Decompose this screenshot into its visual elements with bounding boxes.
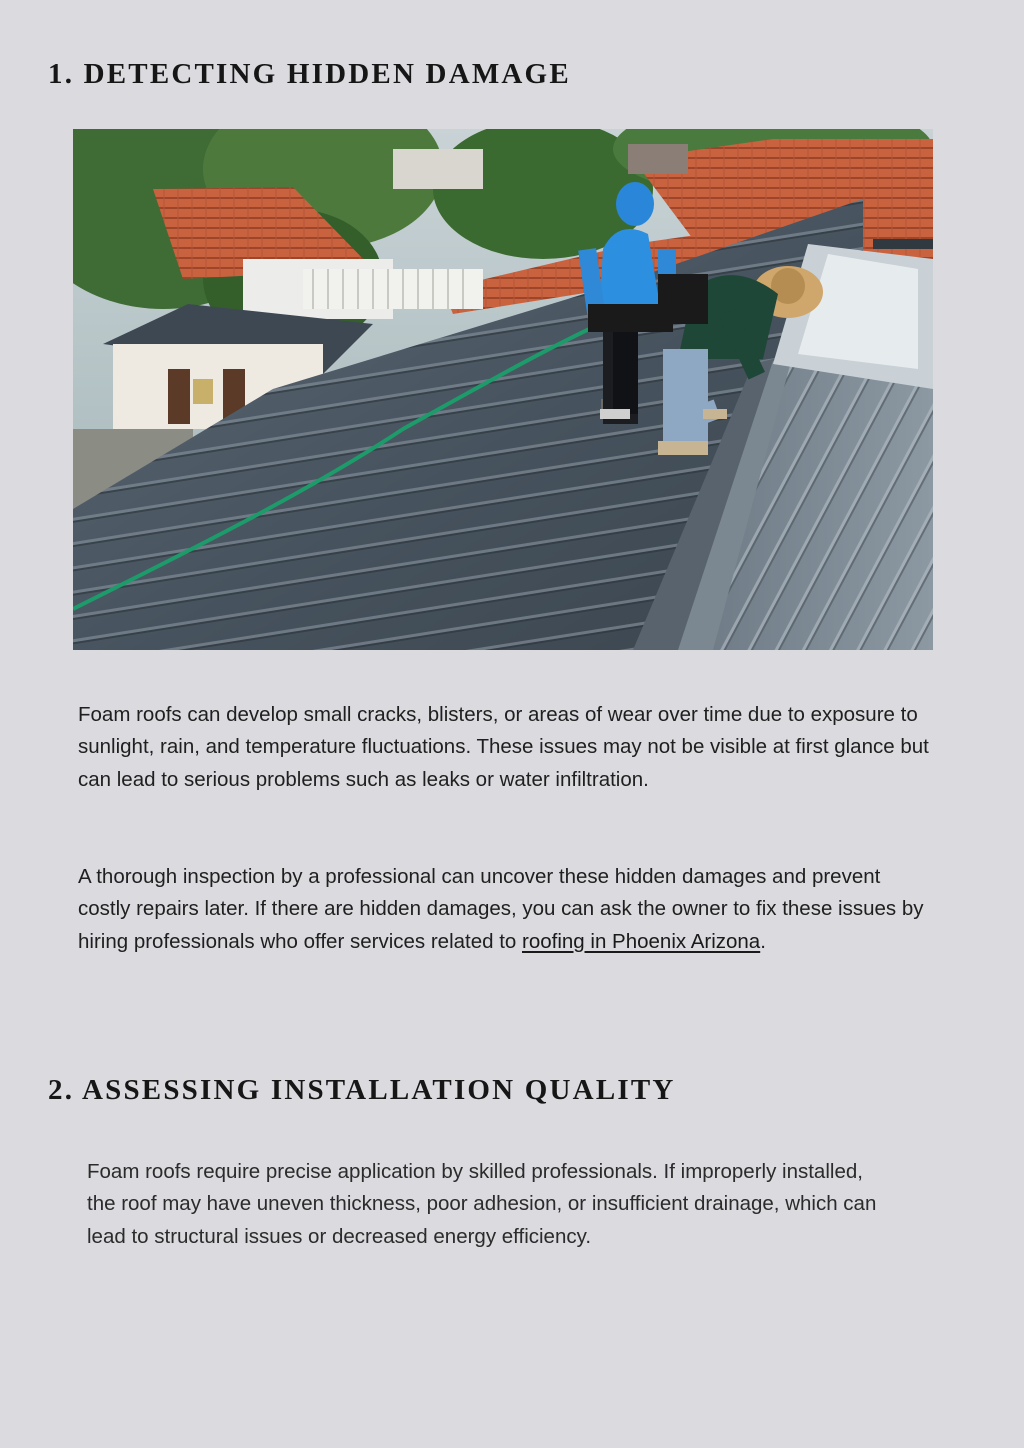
section-1-heading: 1. DETECTING HIDDEN DAMAGE	[48, 58, 571, 90]
section-1-paragraph-1: Foam roofs can develop small cracks, blisters, or areas of wear over time due to exposure to sunlight, rain, and temperature fluctuations. These issues may not be visible at first glance but can lead to serious problems such as leaks or water infiltration.	[78, 703, 929, 791]
roof-installation-photo	[73, 129, 933, 650]
section-2-heading: 2. ASSESSING INSTALLATION QUALITY	[48, 1074, 676, 1106]
section-1-paragraph-2-end: .	[760, 929, 766, 953]
section-1-paragraph-2	[78, 861, 938, 958]
roofing-phoenix-link[interactable]: roofing in Phoenix Arizona	[522, 929, 761, 953]
section-1-paragraph-2-text: A thorough inspection by a professional can uncover these hidden damages and prevent costly repairs later. If there are hidden damages, you can ask the owner to fix these issues by hiring professionals who offer services related to	[78, 865, 924, 953]
section-2-paragraph-1: Foam roofs require precise application by skilled professionals. If improperly installed, the roof may have uneven thickness, poor adhesion, or insufficient drainage, which can lead to structural issues or decreased energy efficiency.	[87, 1160, 877, 1248]
